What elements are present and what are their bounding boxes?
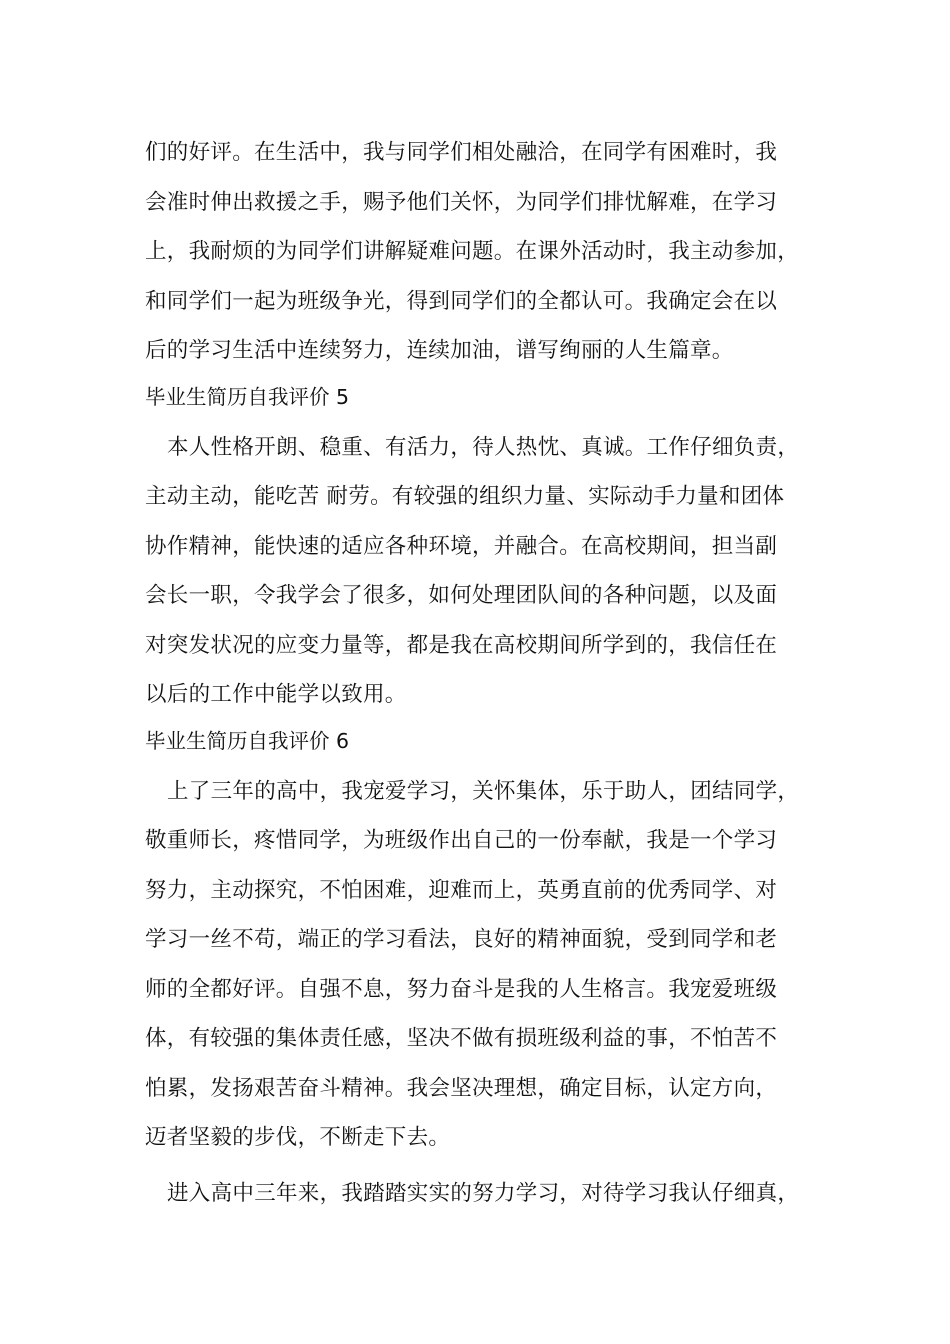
text-line: 会长一职，令我学会了很多，如何处理团队间的各种问题，以及面: [145, 583, 778, 608]
section-6-paragraph-1: [145, 767, 830, 1163]
text-line: 后的学习生活中连续努力，连续加油，谱写绚丽的人生篇章。: [145, 338, 734, 363]
text-line: 和同学们一起为班级争光，得到同学们的全都认可。我确定会在以: [145, 288, 778, 314]
text-line: 会准时伸出救援之手，赐予他们关怀，为同学们排忧解难，在学习: [145, 189, 778, 215]
paragraph-continued: [145, 128, 830, 376]
text-line: 迈者坚毅的步伐，不断走下去。: [145, 1125, 451, 1150]
text-line: 上，我耐烦的为同学们讲解疑难问题。在课外活动时，我主动参加，: [145, 239, 800, 264]
text-line: 本人性格开朗、稳重、有活力，待人热忱、真诚。工作仔细负责，: [167, 434, 800, 460]
section-heading-6: 毕业生简历自我评价 6: [145, 728, 350, 753]
text-line: 对突发状况的应变力量等，都是我在高校期间所学到的，我信任在: [145, 632, 778, 658]
text-line: 体，有较强的集体责任感，坚决不做有损班级利益的事，不怕苦不: [145, 1026, 778, 1051]
text-line: 以后的工作中能学以致用。: [145, 682, 407, 707]
section-heading-5: 毕业生简历自我评价 5: [145, 384, 350, 409]
text-line: 上了三年的高中，我宠爱学习，关怀集体，乐于助人，团结同学，: [167, 778, 800, 804]
text-line: 主动主动，能吃苦 耐劳。有较强的组织力量、实际动手力量和团体: [145, 484, 785, 509]
text-line: 们的好评。在生活中，我与同学们相处融洽，在同学有困难时，我: [145, 140, 778, 165]
text-line: 怕累，发扬艰苦奋斗精神。我会坚决理想，确定目标，认定方向，: [145, 1075, 778, 1101]
text-line: 协作精神，能快速的适应各种环境，并融合。在高校期间，担当副: [145, 533, 778, 559]
text-line: 师的全都好评。自强不息，努力奋斗是我的人生格言。我宠爱班级: [145, 976, 778, 1002]
document-page: [145, 128, 830, 1218]
text-line: 学习一丝不苟，端正的学习看法，良好的精神面貌，受到同学和老: [145, 927, 778, 952]
section-6-paragraph-2: [145, 1169, 830, 1219]
text-line: 敬重师长，疼惜同学，为班级作出自己的一份奉献，我是一个学习: [145, 828, 778, 853]
text-line: 努力，主动探究，不怕困难，迎难而上，英勇直前的优秀同学、对: [145, 877, 778, 903]
text-line: 进入高中三年来，我踏踏实实的努力学习，对待学习我认仔细真，: [167, 1180, 800, 1206]
section-5-paragraph: [145, 423, 830, 720]
